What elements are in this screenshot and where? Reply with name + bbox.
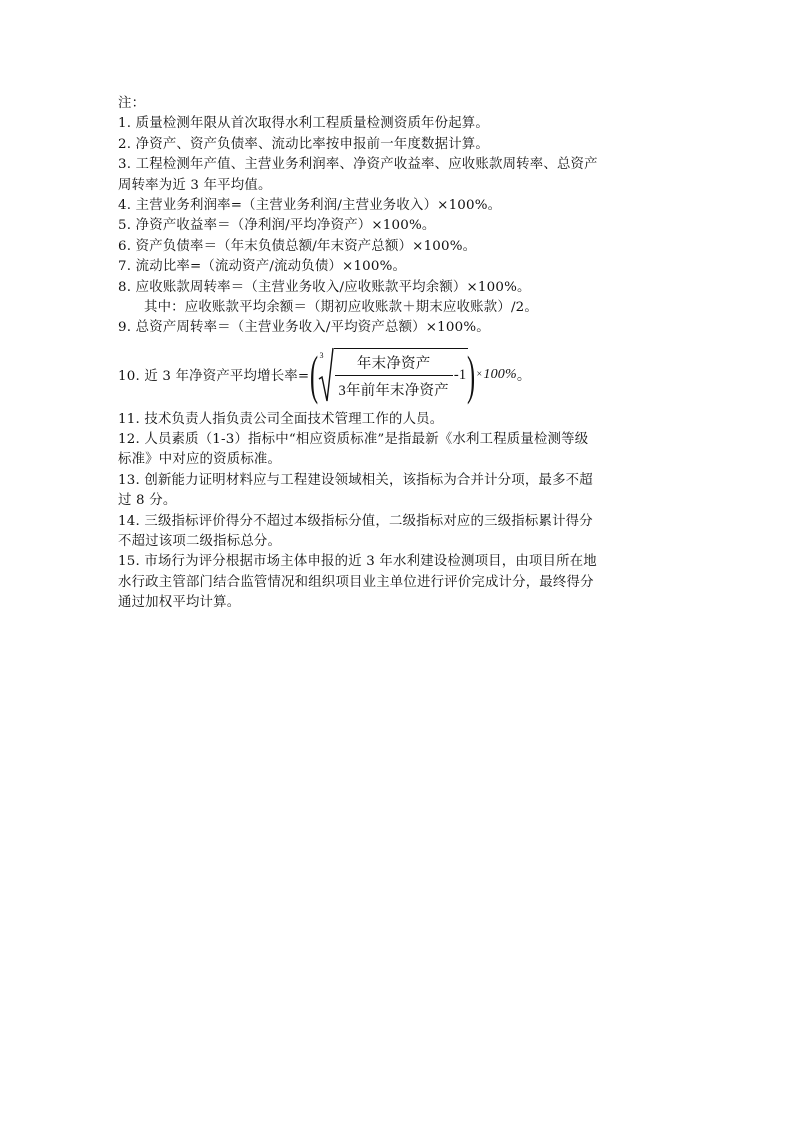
note-11: 11. 技术负责人指负责公司全面技术管理工作的人员。 xyxy=(118,411,444,427)
note-5: 5. 净资产收益率＝（净利润/平均净资产）×100%。 xyxy=(118,218,436,234)
note-15-line-3: 通过加权平均计算。 xyxy=(118,595,241,611)
fraction xyxy=(335,352,453,400)
note-15-line-2: 水行政主管部门结合监管情况和组织项目业主单位进行评价完成计分，最终得分 xyxy=(118,574,594,590)
root-index: 3 xyxy=(319,350,324,360)
note-2: 2. 净资产、资产负债率、流动比率按申报前一年度数据计算。 xyxy=(118,136,489,152)
notes-heading: 注： xyxy=(118,96,146,111)
note-15-line-1: 15. 市场行为评分根据市场主体申报的近 3 年水利建设检测项目，由项目所在地 xyxy=(118,554,597,570)
times-sign: × xyxy=(476,369,483,381)
note-4: 4. 主营业务利润率=（主营业务利润/主营业务收入）×100%。 xyxy=(118,197,502,213)
right-paren: ) xyxy=(467,344,476,405)
radicand xyxy=(334,348,469,403)
note-3-line-1: 3. 工程检测年产值、主营业务利润率、净资产收益率、应收账款周转率、总资产 xyxy=(118,157,598,173)
note-1: 1. 质量检测年限从首次取得水利工程质量检测资质年份起算。 xyxy=(118,116,489,132)
note-6: 6. 资产负债率＝（年末负债总额/年末资产总额）×100%。 xyxy=(118,238,477,254)
cube-root xyxy=(318,347,469,403)
percent-value: 100% xyxy=(483,366,517,382)
left-paren: ( xyxy=(310,344,319,405)
growth-rate-formula xyxy=(310,344,532,405)
note-10-label: 10. 近 3 年净资产平均增长率= xyxy=(118,369,310,385)
note-7: 7. 流动比率=（流动资产/流动负债）×100%。 xyxy=(118,259,407,275)
note-9: 9. 总资产周转率＝（主营业务收入/平均资产总额）×100%。 xyxy=(118,320,490,336)
note-14-line-2: 不超过该项二级指标总分。 xyxy=(118,534,282,550)
note-3-line-2: 周转率为近 3 年平均值。 xyxy=(118,177,272,193)
notes-section xyxy=(118,94,684,614)
note-8-sub: 其中：应收账款平均余额＝（期初应收账款＋期末应收账款）/2。 xyxy=(144,299,538,315)
note-14-line-1: 14. 三级指标评价得分不超过本级指标分值，二级指标对应的三级指标累计得分 xyxy=(118,513,593,529)
note-13-line-1: 13. 创新能力证明材料应与工程建设领域相关，该指标为合并计分项，最多不超 xyxy=(118,472,593,488)
note-12-line-2: 标准》中对应的资质标准。 xyxy=(118,452,282,468)
fraction-numerator: 年末净资产 xyxy=(356,355,431,372)
note-13-line-2: 过 8 分。 xyxy=(118,493,177,509)
formula-end-mark: 。 xyxy=(516,368,532,384)
minus-one: -1 xyxy=(453,367,467,384)
note-12-line-1: 12. 人员素质（1-3）指标中“相应资质标准”是指最新《水利工程质量检测等级 xyxy=(118,432,589,448)
note-10 xyxy=(118,340,684,410)
fraction-denominator: 3年前年末净资产 xyxy=(335,375,453,400)
note-8: 8. 应收账款周转率＝（主营业务收入/应收账款平均余额）×100%。 xyxy=(118,279,531,295)
